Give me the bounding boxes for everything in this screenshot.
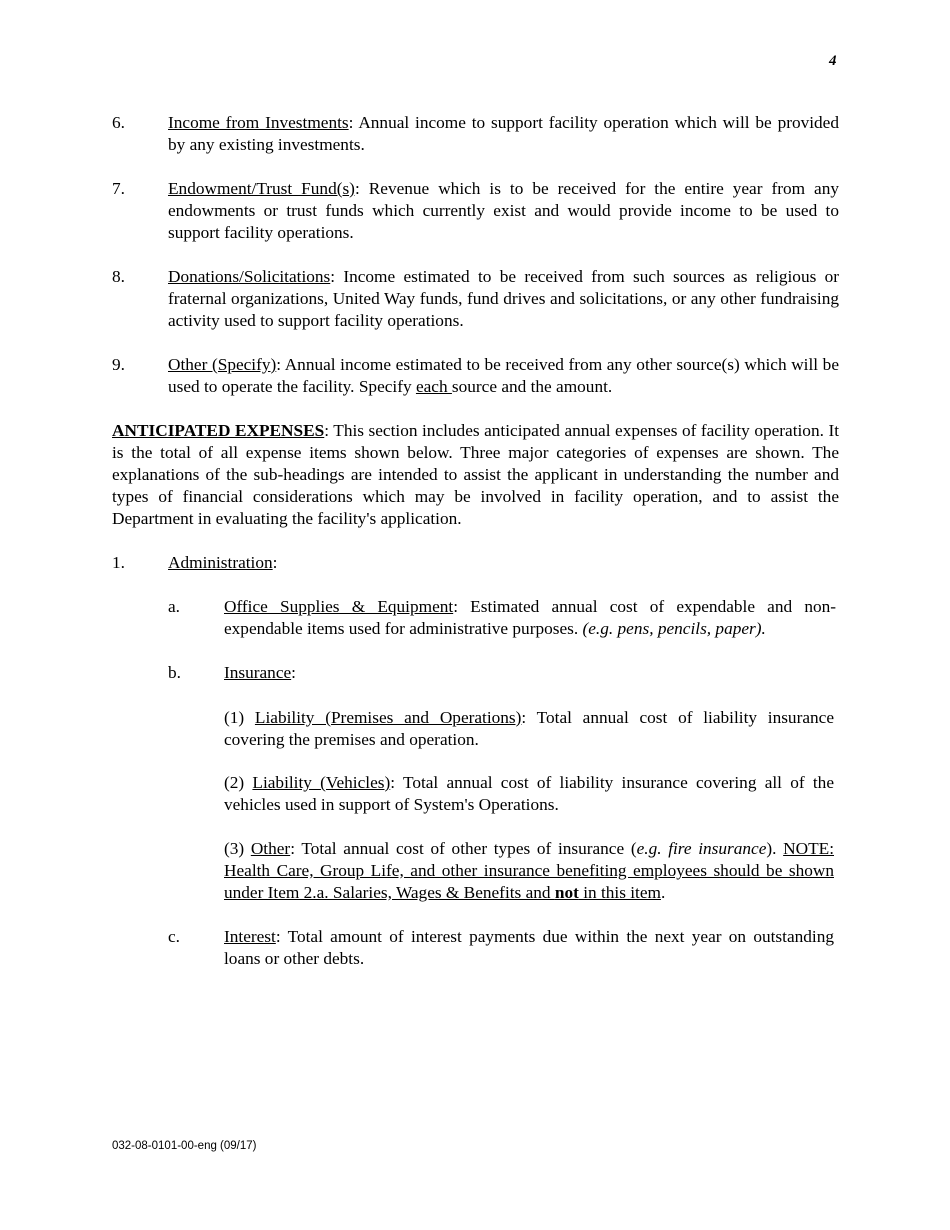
item-text-end: source and the amount. [451, 377, 613, 396]
insurance-liability-premises: (1) Liability (Premises and Operations): Total annual cost of liability insurance covering the premises and operation. [224, 708, 834, 749]
administration-heading: Administration: [168, 553, 278, 572]
sub-interest [224, 926, 834, 970]
sub-text: : Estimated annual cost of expendable and non-expendable items used for administrative purposes. [224, 597, 836, 638]
insurance-liability-vehicles: (2) Liability (Vehicles): Total annual cost of liability insurance covering all of the vehicles used in support of System's Operations. [224, 773, 834, 814]
item-title: Other (Specify) [168, 355, 277, 374]
item-text: : Revenue which is to be received for the entire year from any endowments or trust funds which currently exist and would provide income to be used to support facility operations. [168, 179, 840, 242]
item-title: Donations/Solicitations [168, 267, 331, 286]
sub-letter: c. [168, 927, 180, 946]
sub-letter: b. [168, 663, 181, 682]
sub-text: : Total amount of interest payments due within the next year on outstanding loans or other debts. [224, 927, 834, 968]
item-number: 1. [112, 553, 125, 572]
anticipated-expenses-paragraph [112, 420, 839, 530]
sub-title: Interest [224, 927, 276, 946]
item-income-investments [168, 112, 839, 156]
item-title: Administration [168, 553, 273, 572]
item-number: 9. [112, 355, 125, 374]
ins-note-end: in this item [578, 883, 661, 902]
item-number: 6. [112, 113, 125, 132]
item-other-specify [168, 354, 839, 398]
ins-title: Liability (Vehicles) [252, 773, 391, 792]
ins-example: e.g. fire insurance [636, 839, 767, 858]
item-text: : Annual income estimated to be received from any other source(s) which will be used to operate the facility. Specify [168, 355, 839, 396]
item-text: : Annual income to support facility operation which will be provided by any existing investments. [168, 113, 839, 154]
form-number-footer: 032-08-0101-00-eng (09/17) [112, 1140, 257, 1152]
item-endowment-trust [168, 178, 839, 244]
item-title: Income from Investments [168, 113, 349, 132]
ins-text: : Total annual cost of liability insurance covering the premises and operation. [224, 708, 834, 749]
item-title: Endowment/Trust Fund(s) [168, 179, 355, 198]
ins-note-not: not [554, 883, 579, 902]
sub-letter: a. [168, 597, 180, 616]
item-text: : Income estimated to be received from such sources as religious or fraternal organizations, United Way funds, fund drives and solicitations, or any other fundraising activity used to support facility operations. [168, 267, 839, 330]
sub-insurance: Insurance: [224, 663, 296, 682]
insurance-other: (3) Other: Total annual cost of other types of insurance (e.g. fire insurance). NOTE: Health Care, Group Life, and other insurance benefiting employees should be shown under Item 2.a. Salaries, Wages & Benefits and not in this item. [224, 839, 834, 902]
ins-note: NOTE: Health Care, Group Life, and other insurance benefiting employees should be shown under Item 2.a. Salaries, Wages & Benefits and [224, 839, 834, 902]
ins-text: : Total annual cost of liability insurance covering all of the vehicles used in support of System's Operations. [224, 773, 834, 814]
item-number: 7. [112, 179, 125, 198]
sub-title: Office Supplies & Equipment [224, 597, 454, 616]
item-donations [168, 266, 839, 332]
page-number: 4 [829, 53, 837, 69]
sub-title: Insurance [224, 663, 292, 682]
sub-office-supplies [224, 596, 836, 640]
ins-title: Other [250, 839, 291, 858]
item-number: 8. [112, 267, 125, 286]
sub-example: (e.g. pens, pencils, paper). [582, 619, 766, 638]
section-heading: ANTICIPATED EXPENSES [112, 421, 325, 440]
ins-title: Liability (Premises and Operations) [254, 708, 522, 727]
section-text: : This section includes anticipated annual expenses of facility operation. It is the total of all expense items shown below. Three major categories of expenses are shown. The explanations of the sub-headings are intended to assist the applicant in understanding the number and types of financial considerations which may be involved in facility operation, and to assist the Department in evaluating the facility's application. [112, 421, 839, 528]
item-each: each [415, 377, 452, 396]
